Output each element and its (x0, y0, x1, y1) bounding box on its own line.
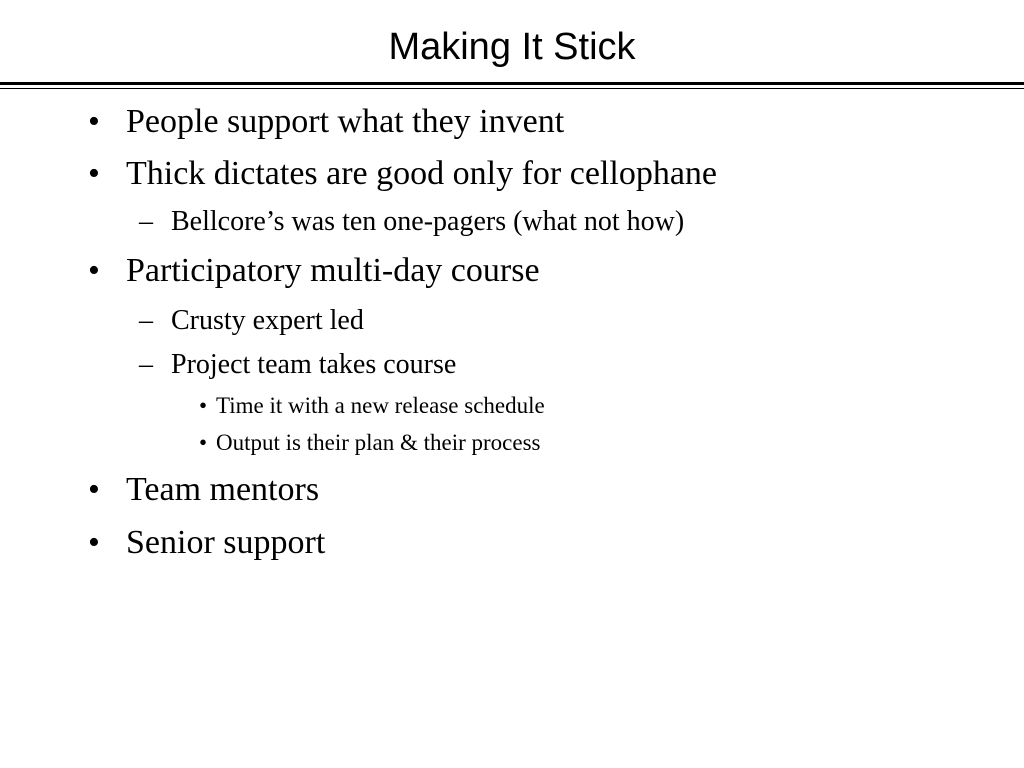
bullet-item (88, 102, 565, 142)
bullet-marker: • (88, 252, 100, 289)
slide-title: Making It Stick (388, 26, 636, 68)
bullet-text: Output is their plan & their process (216, 430, 541, 455)
bullet-text: Crusty expert led (171, 305, 364, 336)
bullet-marker: • (88, 471, 100, 508)
dash-marker: – (139, 305, 153, 336)
dash-marker: – (139, 349, 153, 380)
bullet-marker: • (88, 155, 100, 192)
bullet-text: Project team takes course (171, 349, 457, 380)
bullet-text: Time it with a new release schedule (216, 393, 545, 418)
bullet-item (88, 523, 326, 563)
sub-bullet-item (139, 348, 457, 382)
bullet-text: Thick dictates are good only for cellophane (126, 155, 717, 192)
bullet-text: Participatory multi-day course (126, 252, 540, 289)
sub-bullet-item (139, 304, 364, 338)
bullet-item (88, 251, 540, 291)
sub-sub-bullet-item (199, 392, 545, 420)
bullet-marker: • (88, 103, 100, 140)
bullet-text: Senior support (126, 524, 326, 561)
bullet-text: Bellcore’s was ten one-pagers (what not how) (171, 206, 685, 237)
bullet-text: Team mentors (126, 471, 320, 508)
bullet-text: People support what they invent (126, 103, 565, 140)
bullet-marker: • (199, 393, 208, 418)
bullet-item (88, 470, 320, 510)
bullet-marker: • (199, 430, 208, 455)
bullet-marker: • (88, 524, 100, 561)
bullet-item (88, 154, 717, 194)
dash-marker: – (139, 206, 153, 237)
sub-bullet-item (139, 205, 685, 239)
sub-sub-bullet-item (199, 429, 541, 457)
